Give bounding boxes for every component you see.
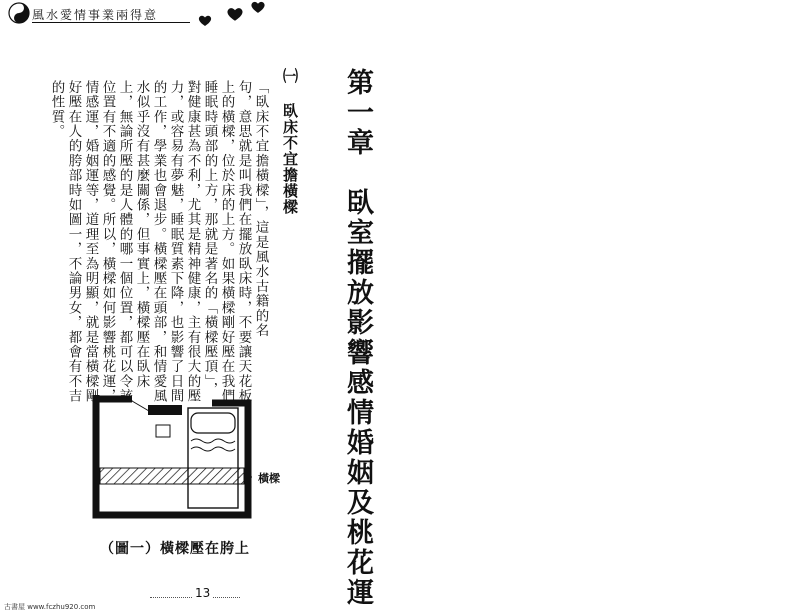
- section-title: ㈠ 臥床不宜擔橫樑: [281, 68, 299, 215]
- running-header-title: 風水愛情事業兩得意: [32, 8, 159, 22]
- body-line: 句，意思就是叫我們在擺放臥床時，不要讓天花板: [235, 80, 252, 404]
- chapter-title: 第一章 臥室擺放影響感情婚姻及桃花運: [342, 68, 373, 608]
- body-line: 的工作，學業也會退步。橫樑壓在頭部，和情愛風: [150, 80, 167, 404]
- nightstand: [156, 425, 170, 437]
- body-line: 水似乎沒有甚麼關係，但事實上，橫樑壓在臥床: [133, 80, 150, 389]
- body-line: 對健康甚為不利，尤其是精神健康，主有很大的壓: [184, 80, 201, 404]
- body-line: 睡眠時頭部的上方，那就是著名的「橫樑壓頂」，: [201, 80, 218, 397]
- yin-yang-icon: [8, 2, 30, 24]
- bed-icon: [188, 408, 238, 508]
- page-number: 13: [192, 586, 213, 600]
- floor-plan-figure: [92, 395, 252, 519]
- body-line: 的性質。: [48, 80, 65, 139]
- heart-icon: [198, 14, 212, 27]
- body-line: 上的橫樑，位於床的上方。如果橫樑剛好壓在我們: [218, 80, 235, 404]
- site-watermark: 古書屋 www.fczhu920.com: [4, 603, 96, 611]
- headboard: [148, 405, 182, 415]
- heart-icon: [248, 0, 268, 14]
- header-rule: [32, 22, 190, 23]
- beam-label: 橫樑: [258, 472, 280, 485]
- body-line: 好壓在人的胯部時如圖一，不論男女，都會有不吉: [65, 80, 82, 404]
- door-line: [132, 401, 149, 411]
- heart-icon: [226, 6, 244, 22]
- body-line: 位置有不適的感覺。所以，橫樑如何影響桃花運，: [99, 80, 116, 404]
- ceiling-beam: [100, 468, 244, 484]
- body-line: 上，無論所壓的是人體的哪一個位置，都可以令該: [116, 80, 133, 404]
- figure-caption: （圖一）橫樑壓在胯上: [100, 541, 250, 557]
- body-line: 「臥床不宜擔橫樑」，這是風水古籍的名: [252, 80, 269, 338]
- body-line: 力，或容易有夢魅，睡眠質素下降，也影響了日間: [167, 80, 184, 404]
- body-line: 情感運，婚姻運等，道理至為明顯，就是當橫樑剛: [82, 80, 99, 404]
